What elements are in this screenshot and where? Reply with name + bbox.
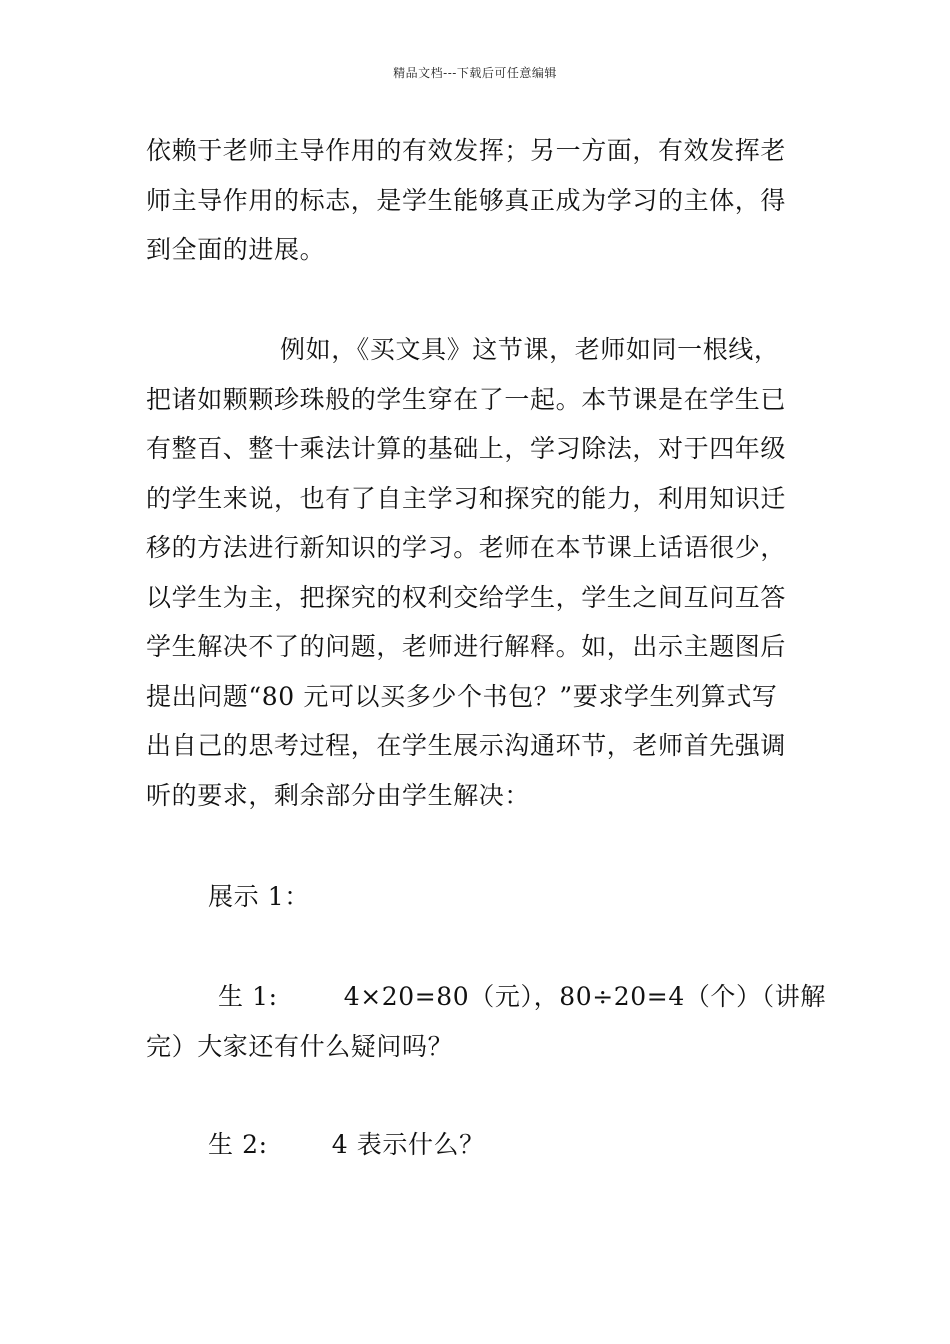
text-line: 有整百、整十乘法计算的基础上，学习除法，对于四年级 xyxy=(146,434,787,463)
text-line: 以学生为主，把探究的权利交给学生，学生之间互问互答 xyxy=(146,582,787,612)
paragraph-2 xyxy=(146,325,810,820)
paragraph-4 xyxy=(146,972,826,1071)
dialogue-line xyxy=(146,972,826,1022)
paragraph-5 xyxy=(146,1120,810,1170)
page-header: 精品文档---下载后可任意编辑 xyxy=(393,66,557,80)
text-line: 移的方法进行新知识的学习。老师在本节课上话语很少， xyxy=(146,533,787,562)
paragraph-3 xyxy=(146,872,810,922)
dialogue-text: 4 表示什么？ xyxy=(331,1130,485,1159)
text-line: 提出问题“80 元可以买多少个书包？”要求学生列算式写 xyxy=(146,681,778,711)
text-line: 例如，《买文具》这节课，老师如同一根线， xyxy=(280,335,780,364)
text-line: 依赖于老师主导作用的有效发挥；另一方面，有效发挥老 xyxy=(146,136,787,165)
text-line: 听的要求，剩余部分由学生解决： xyxy=(146,780,531,810)
dialogue-line xyxy=(146,1120,810,1170)
section-label: 展示 1： xyxy=(208,882,310,911)
text-line: 完）大家还有什么疑问吗？ xyxy=(146,1031,454,1061)
text-line: 把诸如颗颗珍珠般的学生穿在了一起。本节课是在学生已 xyxy=(146,384,787,414)
paragraph-1 xyxy=(146,126,810,275)
dialogue-text: 4×20=80（元），80÷20=4（个）（讲解 xyxy=(343,982,826,1011)
text-line: 出自己的思考过程，在学生展示沟通环节，老师首先强调 xyxy=(146,731,787,760)
speaker-label: 生 1: xyxy=(218,982,278,1011)
text-line: 学生解决不了的问题，老师进行解释。如，出示主题图后 xyxy=(146,632,787,661)
text-line: 到全面的进展。 xyxy=(146,235,326,264)
text-line: 的学生来说，也有了自主学习和探究的能力，利用知识迁 xyxy=(146,483,787,513)
speaker-label: 生 2: xyxy=(208,1130,268,1159)
text-line: 师主导作用的标志，是学生能够真正成为学习的主体，得 xyxy=(146,185,787,215)
